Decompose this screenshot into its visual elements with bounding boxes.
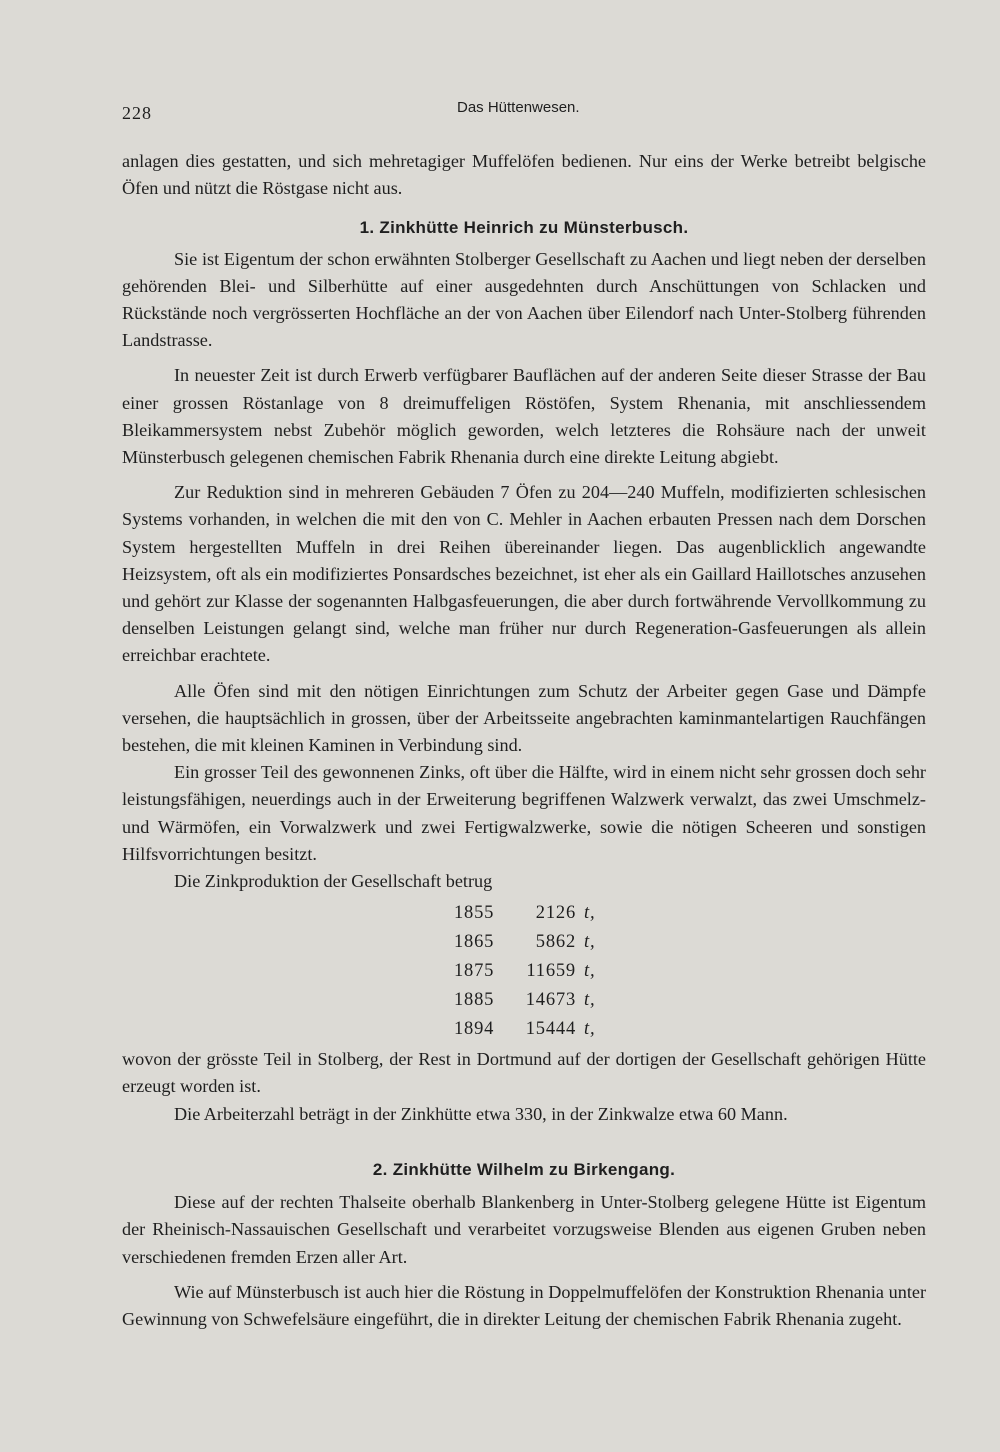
production-unit: t, xyxy=(584,903,596,924)
paragraph-ownership: Sie ist Eigentum der schon erwähnten Stolberger Gesellschaft zu Aachen und liegt neben der derselben gehörenden Blei- und Silberhütte auf einer ausgedehnten durch Anschüttungen von Schlacken und Rückstände noch vergrösserten Hochfläche an der von Aachen über Eilendorf nach Unter-Stolberg führenden Landstrasse. xyxy=(122,248,926,351)
production-amount: 11659 xyxy=(526,961,576,982)
production-amount: 2126 xyxy=(535,903,576,924)
page-header xyxy=(122,95,922,125)
production-row xyxy=(454,986,595,1015)
paragraph-continuation: anlagen dies gestatten, und sich mehretagiger Muffelöfen bedienen. Nur eins der Werke betreibt belgische Öfen und nützt die Röstgase nicht aus. xyxy=(122,151,926,199)
paragraph-roestanlage: In neuester Zeit ist durch Erwerb verfügbarer Bauflächen auf der anderen Seite dieser Strasse der Bau einer grossen Röstanlage von 8 dreimuffeligen Röstöfen, System Rhenania, mit anschliessendem Bleikammersystem nebst Zubehör möglich geworden, welch letzteres die Rohsäure nach der unweit Münsterbusch gelegenen chemischen Fabrik Rhenania durch eine direkte Leitung abgiebt. xyxy=(122,365,926,468)
paragraph-workers: Die Arbeiterzahl beträgt in der Zinkhütte etwa 330, in der Zinkwalze etwa 60 Mann. xyxy=(174,1103,788,1124)
paragraph-birkengang-roestung: Wie auf Münsterbusch ist auch hier die Röstung in Doppelmuffelöfen der Konstruktion Rhenania unter Gewinnung von Schwefelsäure eingeführt, die in direkter Leitung der chemischen Fabrik Rhenania zugeht. xyxy=(122,1281,926,1329)
running-title: Das Hüttenwesen. xyxy=(457,99,580,116)
production-year: 1855 xyxy=(454,903,495,924)
paragraph-birkengang-ownership: Diese auf der rechten Thalseite oberhalb Blankenberg in Unter-Stolberg gelegene Hütte ist Eigentum der Rheinisch-Nassauischen Gesellschaft und verarbeitet vorzugsweise Blenden aus eigenen Gruben neben verschiedenen fremden Erzen aller Art. xyxy=(122,1192,926,1267)
page-body xyxy=(122,148,926,1333)
page-number: 228 xyxy=(122,103,152,123)
production-unit: t, xyxy=(584,1019,596,1040)
production-year: 1875 xyxy=(454,961,495,982)
production-unit: t, xyxy=(584,961,596,982)
production-row xyxy=(454,899,595,928)
production-row xyxy=(454,928,595,957)
paragraph-production-intro: Die Zinkproduktion der Gesellschaft betrug xyxy=(174,871,493,892)
section-heading-birkengang: 2. Zinkhütte Wilhelm zu Birkengang. xyxy=(372,1159,676,1179)
section-heading-muensterbusch: 1. Zinkhütte Heinrich zu Münsterbusch. xyxy=(359,218,689,238)
paragraph-walzwerk: Ein grosser Teil des gewonnenen Zinks, oft über die Hälfte, wird in einem nicht sehr grossen doch sehr leistungsfähigen, neuerdings auch in der Erweiterung begriffenen Walzwerk verwalzt, das zwei Umschmelz- und Wärmöfen, ein Vorwalzwerk und zwei Fertigwalzwerke, sowie die nötigen Scheeren und sonstigen Hilfsvorrichtungen besitzt. xyxy=(122,762,926,864)
production-table xyxy=(454,899,595,1044)
production-amount: 14673 xyxy=(525,990,576,1011)
production-amount: 5862 xyxy=(535,932,576,953)
production-year: 1894 xyxy=(454,1019,495,1040)
paragraph-reduktion: Zur Reduktion sind in mehreren Gebäuden 7 Öfen zu 204—240 Muffeln, modifizierten schlesischen Systems vorhanden, in welchen die mit den von C. Mehler in Aachen erbauten Pressen nach dem Dorschen System hergestellten Muffeln in drei Reihen übereinander liegen. Das augenblicklich angewandte Heizsystem, oft als ein modifiziertes Ponsardsches bezeichnet, ist eher als ein Gaillard Haillotsches anzusehen und gehört zur Klasse der sogenannten Halbgasfeuerungen, die aber durch fortwährende Vervollkommung zu denselben Leistungen gelangt sind, welche man früher nur durch Regeneration-Gasfeuerungen als allein erreichbar erachtete. xyxy=(122,482,926,666)
production-row xyxy=(454,957,595,986)
production-year: 1865 xyxy=(454,932,495,953)
production-row xyxy=(454,1015,595,1044)
production-amount: 15444 xyxy=(525,1019,576,1040)
production-year: 1885 xyxy=(454,990,495,1011)
paragraph-production-location: wovon der grösste Teil in Stolberg, der Rest in Dortmund auf der dortigen der Gesellschaft gehörigen Hütte erzeugt worden ist. xyxy=(122,1049,926,1097)
paragraph-schutz: Alle Öfen sind mit den nötigen Einrichtungen zum Schutz der Arbeiter gegen Gase und Dämpfe versehen, die hauptsächlich in grossen, über der Arbeitsseite angebrachten kaminmantelartigen Rauchfängen bestehen, die mit kleinen Kaminen in Verbindung sind. xyxy=(122,680,926,756)
production-unit: t, xyxy=(584,932,596,953)
production-unit: t, xyxy=(584,990,596,1011)
